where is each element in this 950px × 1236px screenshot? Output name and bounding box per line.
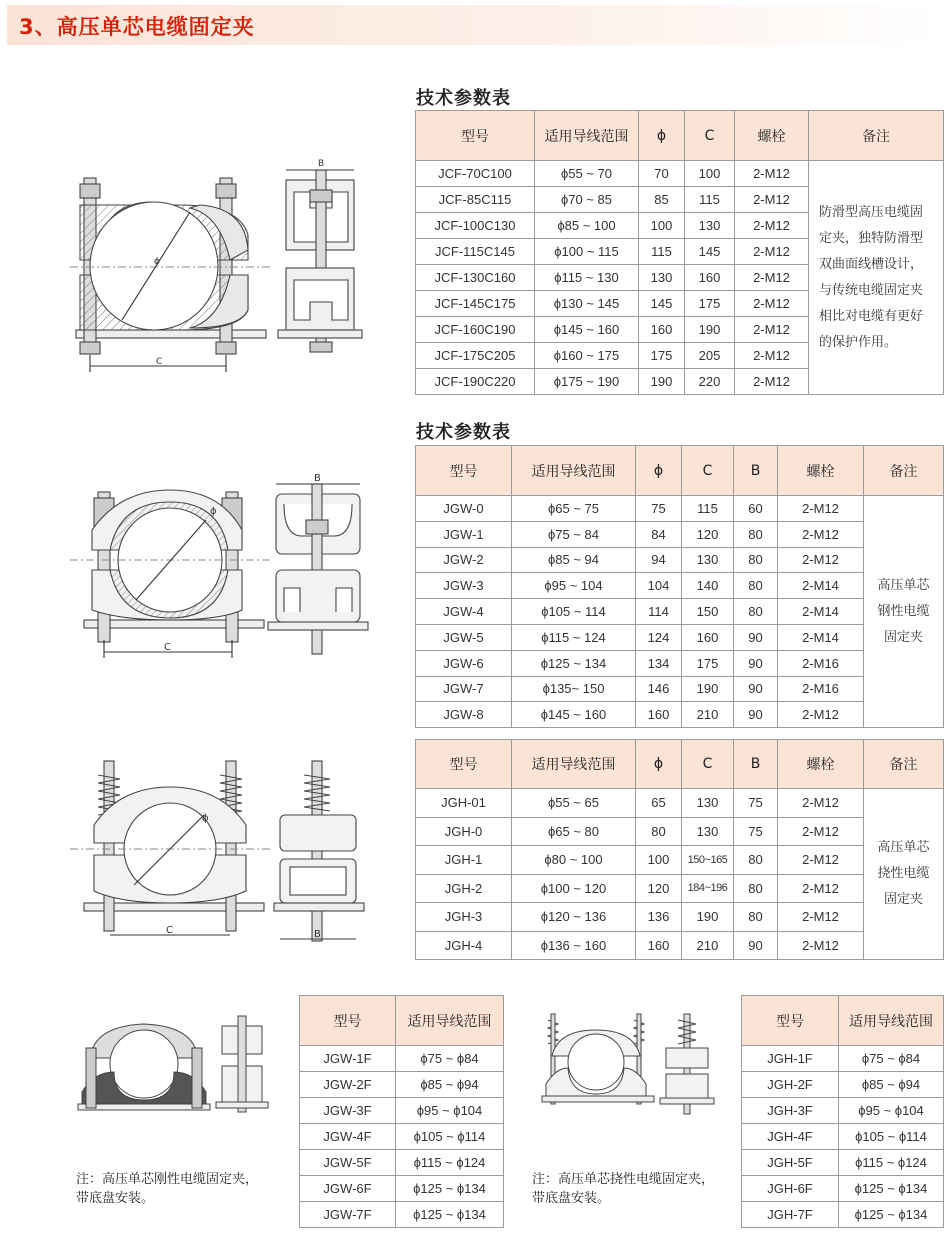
table5-col-0: 型号 xyxy=(742,996,839,1046)
table2-cell: 2-M16 xyxy=(778,676,864,702)
table5-cell: JGH-6F xyxy=(742,1176,839,1202)
table1-cell: 205 xyxy=(685,343,735,369)
table2-cell: 84 xyxy=(636,521,682,547)
table2-cell: JGW-0 xyxy=(416,496,512,522)
table5-cell: ϕ105 ~ ϕ114 xyxy=(839,1124,944,1150)
table1-cell: ϕ145 ~ 160 xyxy=(535,317,639,343)
table1-cell: 2-M12 xyxy=(735,187,809,213)
table2-cell: 2-M14 xyxy=(778,624,864,650)
drawing1-label-b: B xyxy=(318,159,325,169)
table1-cell: ϕ115 ~ 130 xyxy=(535,265,639,291)
table2-cell: 80 xyxy=(734,599,778,625)
drawing3-label-phi: ϕ xyxy=(202,813,209,824)
table2-cell: 130 xyxy=(682,547,734,573)
table5-spec xyxy=(741,995,944,1228)
table1-cell: 85 xyxy=(639,187,685,213)
table3-cell: 120 xyxy=(636,874,682,903)
table3-cell: 130 xyxy=(682,789,734,818)
table2-cell: 140 xyxy=(682,573,734,599)
table3-col-6: 备注 xyxy=(864,740,944,789)
table5-col-1: 适用导线范围 xyxy=(839,996,944,1046)
table3-cell: 65 xyxy=(636,789,682,818)
table2-cell: 80 xyxy=(734,547,778,573)
table1-cell: 220 xyxy=(685,369,735,395)
table-row xyxy=(300,1124,504,1150)
drawing-jcf-clamp xyxy=(70,150,390,380)
table4-cell: JGW-3F xyxy=(300,1098,396,1124)
table1-cell: JCF-160C190 xyxy=(416,317,535,343)
table1-col-3: C xyxy=(685,111,735,161)
table3-cell: 2-M12 xyxy=(778,789,864,818)
note-flexible: 注：高压单芯挠性电缆固定夹， 带底盘安装。 xyxy=(532,1172,715,1206)
table2-cell: ϕ75 ~ 84 xyxy=(512,521,636,547)
table4-cell: ϕ125 ~ ϕ134 xyxy=(396,1176,504,1202)
table3-cell: ϕ55 ~ 65 xyxy=(512,789,636,818)
table3-cell: 160 xyxy=(636,931,682,960)
table1-col-2: ϕ xyxy=(639,111,685,161)
table5-cell: ϕ75 ~ ϕ84 xyxy=(839,1046,944,1072)
table-row xyxy=(742,1202,944,1228)
table2-col-0: 型号 xyxy=(416,446,512,496)
table3-cell: ϕ120 ~ 136 xyxy=(512,903,636,932)
table1-cell: 2-M12 xyxy=(735,343,809,369)
table5-cell: JGH-4F xyxy=(742,1124,839,1150)
table1-cell: 115 xyxy=(639,239,685,265)
table2-cell: 2-M12 xyxy=(778,496,864,522)
table3-cell: 150~165 xyxy=(682,846,734,875)
table-row xyxy=(416,161,944,187)
table1-cell: ϕ55 ~ 70 xyxy=(535,161,639,187)
table1-title: 技术参数表 xyxy=(416,88,511,109)
table2-cell: 134 xyxy=(636,650,682,676)
table1-col-5: 备注 xyxy=(809,111,944,161)
table2-col-3: C xyxy=(682,446,734,496)
table2-cell: 90 xyxy=(734,624,778,650)
table2-cell: 114 xyxy=(636,599,682,625)
table-row xyxy=(742,1098,944,1124)
drawing-jgh-f-clamp xyxy=(538,1010,728,1120)
table1-cell: JCF-190C220 xyxy=(416,369,535,395)
table5-cell: JGH-7F xyxy=(742,1202,839,1228)
table1-cell: 115 xyxy=(685,187,735,213)
table4-col-0: 型号 xyxy=(300,996,396,1046)
table3-cell: 100 xyxy=(636,846,682,875)
table2-cell: 90 xyxy=(734,676,778,702)
table3-cell: 2-M12 xyxy=(778,817,864,846)
table2-cell: 115 xyxy=(682,496,734,522)
table1-cell: 190 xyxy=(685,317,735,343)
table2-cell: 94 xyxy=(636,547,682,573)
table1-cell: 160 xyxy=(639,317,685,343)
table-row xyxy=(742,1176,944,1202)
table2-cell: 160 xyxy=(636,702,682,728)
table3-cell: JGH-4 xyxy=(416,931,512,960)
table4-spec xyxy=(299,995,504,1228)
table5-cell: ϕ125 ~ ϕ134 xyxy=(839,1202,944,1228)
table2-note: 高压单芯钢性电缆固定夹 xyxy=(864,496,944,728)
table1-col-0: 型号 xyxy=(416,111,535,161)
table3-col-4: B xyxy=(734,740,778,789)
table3-col-0: 型号 xyxy=(416,740,512,789)
table1-cell: ϕ100 ~ 115 xyxy=(535,239,639,265)
table3-cell: 136 xyxy=(636,903,682,932)
table1-cell: 2-M12 xyxy=(735,239,809,265)
table3-cell: 80 xyxy=(734,874,778,903)
table3-spec xyxy=(415,739,944,960)
table3-cell: 130 xyxy=(682,817,734,846)
table4-cell: JGW-5F xyxy=(300,1150,396,1176)
table1-cell: ϕ160 ~ 175 xyxy=(535,343,639,369)
table2-cell: ϕ145 ~ 160 xyxy=(512,702,636,728)
table1-cell: 2-M12 xyxy=(735,369,809,395)
table3-cell: JGH-0 xyxy=(416,817,512,846)
table-row xyxy=(300,1072,504,1098)
table-row xyxy=(742,1046,944,1072)
drawing3-label-c: C xyxy=(166,925,173,936)
table3-cell: JGH-1 xyxy=(416,846,512,875)
table1-cell: 145 xyxy=(685,239,735,265)
table3-cell: JGH-01 xyxy=(416,789,512,818)
table-row xyxy=(300,1046,504,1072)
table2-cell: 120 xyxy=(682,521,734,547)
table1-cell: 190 xyxy=(639,369,685,395)
table1-cell: ϕ130 ~ 145 xyxy=(535,291,639,317)
drawing-jgh-clamp xyxy=(70,755,390,955)
table2-spec xyxy=(415,445,944,728)
table3-cell: 190 xyxy=(682,903,734,932)
table2-cell: 2-M12 xyxy=(778,702,864,728)
table-row xyxy=(300,1202,504,1228)
table2-cell: JGW-8 xyxy=(416,702,512,728)
table2-cell: 2-M14 xyxy=(778,599,864,625)
table3-cell: 184~196 xyxy=(682,874,734,903)
table2-col-5: 螺栓 xyxy=(778,446,864,496)
table1-cell: 100 xyxy=(685,161,735,187)
table1-cell: 70 xyxy=(639,161,685,187)
section-title: 3、高压单芯电缆固定夹 xyxy=(19,15,255,39)
table2-cell: 150 xyxy=(682,599,734,625)
table2-cell: 2-M12 xyxy=(778,521,864,547)
drawing2-label-phi: ϕ xyxy=(210,506,217,517)
table4-cell: JGW-2F xyxy=(300,1072,396,1098)
table2-cell: JGW-3 xyxy=(416,573,512,599)
drawing-jgw-f-clamp xyxy=(74,1012,274,1122)
table5-cell: JGH-1F xyxy=(742,1046,839,1072)
table2-cell: 160 xyxy=(682,624,734,650)
table1-note: 防滑型高压电缆固定夹，独特防滑型双曲面线槽设计，与传统电缆固定夹相比对电缆有更好的保护作用。 xyxy=(809,161,944,395)
table3-cell: ϕ100 ~ 120 xyxy=(512,874,636,903)
table2-cell: ϕ95 ~ 104 xyxy=(512,573,636,599)
table1-cell: JCF-70C100 xyxy=(416,161,535,187)
table2-col-4: B xyxy=(734,446,778,496)
table2-cell: 2-M12 xyxy=(778,547,864,573)
table3-header-row xyxy=(416,740,944,789)
table-row xyxy=(300,1098,504,1124)
table2-cell: ϕ65 ~ 75 xyxy=(512,496,636,522)
table1-header-row xyxy=(416,111,944,161)
table2-cell: ϕ135~ 150 xyxy=(512,676,636,702)
table1-cell: 130 xyxy=(639,265,685,291)
table2-cell: 90 xyxy=(734,702,778,728)
table4-cell: ϕ105 ~ ϕ114 xyxy=(396,1124,504,1150)
table2-cell: 2-M14 xyxy=(778,573,864,599)
table1-cell: ϕ70 ~ 85 xyxy=(535,187,639,213)
drawing2-label-c: C xyxy=(164,642,171,653)
table2-cell: 124 xyxy=(636,624,682,650)
table4-cell: ϕ85 ~ ϕ94 xyxy=(396,1072,504,1098)
table1-cell: JCF-85C115 xyxy=(416,187,535,213)
table1-cell: 2-M12 xyxy=(735,213,809,239)
table1-col-1: 适用导线范围 xyxy=(535,111,639,161)
table1-cell: 2-M12 xyxy=(735,265,809,291)
table2-cell: ϕ115 ~ 124 xyxy=(512,624,636,650)
table4-cell: JGW-6F xyxy=(300,1176,396,1202)
table2-cell: JGW-1 xyxy=(416,521,512,547)
table3-cell: 2-M12 xyxy=(778,874,864,903)
table4-cell: ϕ125 ~ ϕ134 xyxy=(396,1202,504,1228)
table3-col-2: ϕ xyxy=(636,740,682,789)
table2-col-6: 备注 xyxy=(864,446,944,496)
table5-cell: ϕ125 ~ ϕ134 xyxy=(839,1176,944,1202)
table3-col-5: 螺栓 xyxy=(778,740,864,789)
table3-cell: ϕ80 ~ 100 xyxy=(512,846,636,875)
table2-cell: ϕ105 ~ 114 xyxy=(512,599,636,625)
table5-cell: ϕ85 ~ ϕ94 xyxy=(839,1072,944,1098)
table2-cell: 2-M16 xyxy=(778,650,864,676)
table3-cell: ϕ136 ~ 160 xyxy=(512,931,636,960)
table5-cell: JGH-5F xyxy=(742,1150,839,1176)
table1-cell: JCF-130C160 xyxy=(416,265,535,291)
table2-cell: 80 xyxy=(734,521,778,547)
table2-col-2: ϕ xyxy=(636,446,682,496)
table3-cell: 210 xyxy=(682,931,734,960)
table1-cell: 2-M12 xyxy=(735,291,809,317)
table5-cell: JGH-2F xyxy=(742,1072,839,1098)
table1-cell: 2-M12 xyxy=(735,317,809,343)
note-rigid: 注：高压单芯刚性电缆固定夹， 带底盘安装。 xyxy=(76,1172,259,1206)
table3-cell: JGH-3 xyxy=(416,903,512,932)
table3-cell: 75 xyxy=(734,789,778,818)
table1-cell: 175 xyxy=(639,343,685,369)
table-row xyxy=(416,789,944,818)
table3-cell: 2-M12 xyxy=(778,931,864,960)
drawing2-label-b: B xyxy=(314,473,321,484)
table3-cell: ϕ65 ~ 80 xyxy=(512,817,636,846)
table2-cell: 90 xyxy=(734,650,778,676)
table1-cell: 2-M12 xyxy=(735,161,809,187)
table4-cell: ϕ95 ~ ϕ104 xyxy=(396,1098,504,1124)
table2-cell: 60 xyxy=(734,496,778,522)
table1-cell: ϕ175 ~ 190 xyxy=(535,369,639,395)
table2-cell: JGW-7 xyxy=(416,676,512,702)
table4-cell: JGW-1F xyxy=(300,1046,396,1072)
table2-cell: 104 xyxy=(636,573,682,599)
table2-cell: 146 xyxy=(636,676,682,702)
table1-cell: JCF-175C205 xyxy=(416,343,535,369)
table-row xyxy=(300,1176,504,1202)
table1-cell: 175 xyxy=(685,291,735,317)
table1-cell: 160 xyxy=(685,265,735,291)
table3-cell: JGH-2 xyxy=(416,874,512,903)
table3-note: 高压单芯挠性电缆固定夹 xyxy=(864,789,944,960)
table2-cell: ϕ125 ~ 134 xyxy=(512,650,636,676)
table3-cell: 80 xyxy=(734,846,778,875)
table2-cell: JGW-5 xyxy=(416,624,512,650)
table5-header-row xyxy=(742,996,944,1046)
table3-col-1: 适用导线范围 xyxy=(512,740,636,789)
table4-cell: JGW-7F xyxy=(300,1202,396,1228)
table2-cell: 80 xyxy=(734,573,778,599)
table4-cell: ϕ115 ~ ϕ124 xyxy=(396,1150,504,1176)
table4-cell: JGW-4F xyxy=(300,1124,396,1150)
table-row xyxy=(300,1150,504,1176)
table4-col-1: 适用导线范围 xyxy=(396,996,504,1046)
table2-cell: JGW-6 xyxy=(416,650,512,676)
table3-cell: 75 xyxy=(734,817,778,846)
table1-cell: ϕ85 ~ 100 xyxy=(535,213,639,239)
table1-cell: JCF-100C130 xyxy=(416,213,535,239)
drawing1-label-c: C xyxy=(156,357,163,367)
table-row xyxy=(742,1124,944,1150)
table2-cell: 190 xyxy=(682,676,734,702)
table1-cell: 145 xyxy=(639,291,685,317)
table4-header-row xyxy=(300,996,504,1046)
table1-cell: 100 xyxy=(639,213,685,239)
drawing1-label-phi: ϕ xyxy=(154,257,160,267)
table5-cell: ϕ95 ~ ϕ104 xyxy=(839,1098,944,1124)
table5-cell: ϕ115 ~ ϕ124 xyxy=(839,1150,944,1176)
section-header xyxy=(7,5,943,45)
table1-spec xyxy=(415,110,944,395)
table2-title: 技术参数表 xyxy=(416,422,511,443)
table2-cell: JGW-4 xyxy=(416,599,512,625)
drawing-jgw-clamp xyxy=(70,470,390,670)
table3-cell: 2-M12 xyxy=(778,903,864,932)
table3-cell: 80 xyxy=(734,903,778,932)
table5-cell: JGH-3F xyxy=(742,1098,839,1124)
table-row xyxy=(416,496,944,522)
table1-col-4: 螺栓 xyxy=(735,111,809,161)
table3-col-3: C xyxy=(682,740,734,789)
table2-cell: ϕ85 ~ 94 xyxy=(512,547,636,573)
table3-cell: 90 xyxy=(734,931,778,960)
table3-cell: 2-M12 xyxy=(778,846,864,875)
table2-cell: 75 xyxy=(636,496,682,522)
table-row xyxy=(742,1072,944,1098)
table1-cell: JCF-145C175 xyxy=(416,291,535,317)
table-row xyxy=(742,1150,944,1176)
table1-cell: 130 xyxy=(685,213,735,239)
table2-cell: 175 xyxy=(682,650,734,676)
table2-cell: JGW-2 xyxy=(416,547,512,573)
table2-header-row xyxy=(416,446,944,496)
drawing3-label-b: B xyxy=(314,929,321,940)
table3-cell: 80 xyxy=(636,817,682,846)
table2-col-1: 适用导线范围 xyxy=(512,446,636,496)
table1-cell: JCF-115C145 xyxy=(416,239,535,265)
table4-cell: ϕ75 ~ ϕ84 xyxy=(396,1046,504,1072)
table2-cell: 210 xyxy=(682,702,734,728)
